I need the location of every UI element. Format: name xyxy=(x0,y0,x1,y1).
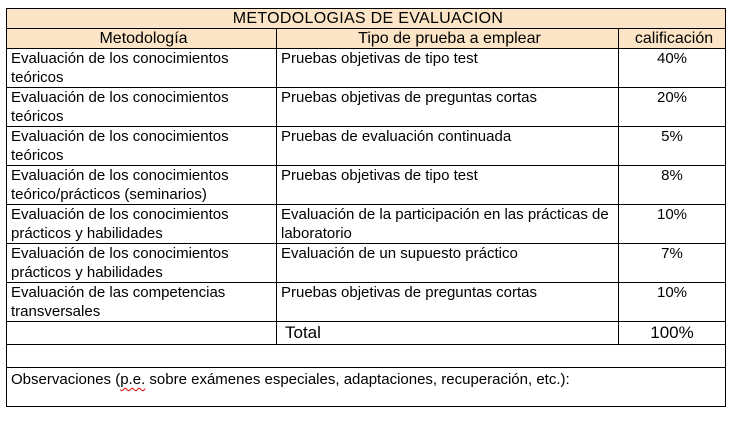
total-row xyxy=(7,322,726,345)
evaluation-methods-document xyxy=(6,8,726,407)
table-title: METODOLOGIAS DE EVALUACION xyxy=(7,9,726,29)
cell-metodologia: Evaluación de los conocimientos prácticos y habilidades xyxy=(7,205,277,244)
cell-metodologia: Evaluación de las competencias transversales xyxy=(7,283,277,322)
cell-calificacion: 20% xyxy=(619,88,726,127)
cell-tipo-prueba: Pruebas objetivas de tipo test xyxy=(277,49,619,88)
cell-metodologia: Evaluación de los conocimientos teóricos xyxy=(7,49,277,88)
observaciones-prefix: Observaciones ( xyxy=(11,371,121,388)
observaciones-cell[interactable] xyxy=(7,368,726,407)
cell-tipo-prueba: Pruebas objetivas de tipo test xyxy=(277,166,619,205)
observaciones-pe: p.e. xyxy=(120,371,146,388)
table-row xyxy=(7,49,726,88)
cell-tipo-prueba: Pruebas objetivas de preguntas cortas xyxy=(277,283,619,322)
cell-tipo-prueba: Evaluación de un supuesto práctico xyxy=(277,244,619,283)
total-value: 100% xyxy=(619,322,726,345)
total-empty-cell xyxy=(7,322,277,345)
cell-tipo-prueba: Pruebas objetivas de preguntas cortas xyxy=(277,88,619,127)
cell-calificacion: 10% xyxy=(619,205,726,244)
cell-calificacion: 8% xyxy=(619,166,726,205)
table-row xyxy=(7,166,726,205)
table-row xyxy=(7,244,726,283)
header-calificacion: calificación xyxy=(619,29,726,49)
cell-calificacion: 5% xyxy=(619,127,726,166)
cell-tipo-prueba: Pruebas de evaluación continuada xyxy=(277,127,619,166)
cell-metodologia: Evaluación de los conocimientos prácticos y habilidades xyxy=(7,244,277,283)
header-tipo-prueba: Tipo de prueba a emplear xyxy=(277,29,619,49)
blank-cell xyxy=(7,345,726,368)
table-row xyxy=(7,88,726,127)
observaciones-row xyxy=(7,368,726,407)
table-row xyxy=(7,283,726,322)
cell-metodologia: Evaluación de los conocimientos teóricos xyxy=(7,88,277,127)
evaluation-methods-table xyxy=(6,8,726,407)
cell-calificacion: 10% xyxy=(619,283,726,322)
cell-tipo-prueba: Evaluación de la participación en las prácticas de laboratorio xyxy=(277,205,619,244)
cell-calificacion: 40% xyxy=(619,49,726,88)
cell-calificacion: 7% xyxy=(619,244,726,283)
blank-row xyxy=(7,345,726,368)
table-row xyxy=(7,127,726,166)
table-row xyxy=(7,205,726,244)
total-label: Total xyxy=(277,322,619,345)
header-metodologia: Metodología xyxy=(7,29,277,49)
cell-metodologia: Evaluación de los conocimientos teórico/prácticos (seminarios) xyxy=(7,166,277,205)
header-row xyxy=(7,29,726,49)
cell-metodologia: Evaluación de los conocimientos teóricos xyxy=(7,127,277,166)
observaciones-suffix: sobre exámenes especiales, adaptaciones, recuperación, etc.): xyxy=(145,371,570,388)
